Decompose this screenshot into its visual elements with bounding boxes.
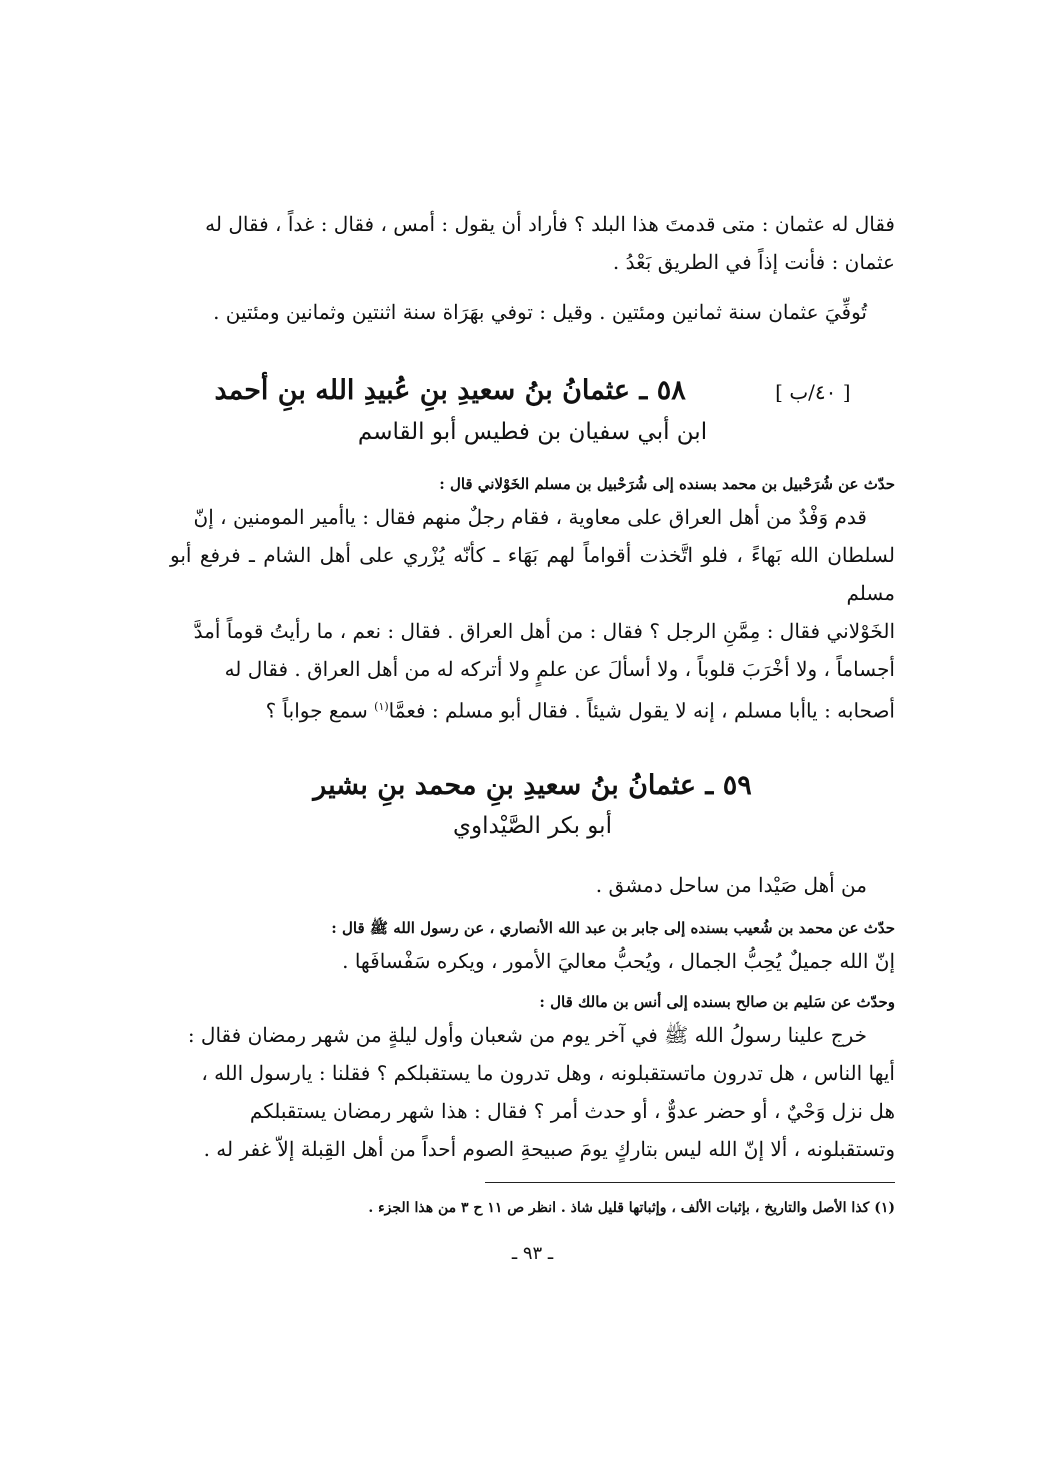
entry-59-isnad-1: حدّث عن محمد بن شُعيب بسنده إلى جابر بن عبد الله الأنصاري ، عن رسول الله ﷺ قال : <box>331 918 895 937</box>
entry-59-hadith-2-line-3: هل نزل وَحْيٌ ، أو حضر عدوٌّ ، أو حدث أمر ؟ فقال : هذا شهر رمضان يستقبلكم <box>249 1098 895 1123</box>
footnote-reference: (١) <box>374 700 389 713</box>
entry-59-subtitle: أبو بكر الصَّيْداوي <box>453 812 612 839</box>
page-number: ـ ٩٣ ـ <box>511 1242 554 1264</box>
footnote-divider <box>485 1182 895 1183</box>
intro-line-1: فقال له عثمان : متى قدمتَ هذا البلد ؟ فأراد أن يقول : أمس ، فقال : غداً ، فقال له <box>205 212 895 236</box>
footnote: (١) كذا الأصل والتاريخ ، بإثبات الألف ، وإثباتها قليل شاذ . انظر ص ١١ ح ٣ من هذا الجزء . <box>368 1199 895 1216</box>
entry-59-origin: من أهل صَيْدا من ساحل دمشق . <box>595 872 867 897</box>
entry-58-heading <box>170 369 895 414</box>
entry-58-isnad: حدّث عن شُرَحْبيل بن محمد بسنده إلى شُرَحْبيل بن مسلم الخَوْلاني قال : <box>439 475 895 493</box>
entry-58-text-5-end: سمع جواباً ؟ <box>265 698 375 723</box>
entry-58-text-3: الخَوْلاني فقال : مِمَّنِ الرجل ؟ فقال : من أهل العراق . فقال : نعم ، ما رأيتُ قوماً أمدَّ <box>193 619 895 643</box>
entry-58-text-2: لسلطان الله بَهاءً ، فلو اتَّخذت أقواماً لهم بَهَاء ـ كأنّه يُزْري على أهل الشام ـ فرفع أبو مسلم <box>170 543 895 605</box>
entry-59-isnad-2: وحدّث عن سَليم بن صالح بسنده إلى أنس بن مالك قال : <box>539 992 895 1011</box>
entry-59-title: ٥٩ ـ عثمانُ بنُ سعيدِ بنِ محمد بنِ بشير <box>313 769 752 801</box>
entry-58-text-1: قدم وَفْدٌ من أهل العراق على معاوية ، فقام رجلٌ منهم فقال : ياأمير المومنين ، إنّ <box>193 505 867 529</box>
entry-59-hadith-2-line-1: خرج علينا رسولُ الله ﷺ في آخر يوم من شعبان وأول ليلةٍ من شهر رمضان فقال : <box>187 1022 867 1047</box>
entry-59-hadith-2-line-4: وتستقبلونه ، ألا إنّ الله ليس بتاركٍ يومَ صبيحةِ الصوم أحداً من أهل القِبلة إلاّ غفر له . <box>203 1136 895 1161</box>
entry-59-hadith-1: إنّ الله جميلٌ يُحِبُّ الجمال ، ويُحبُّ معاليَ الأمور ، ويكره سَفْسافَها . <box>342 948 895 973</box>
page-content <box>170 205 895 1264</box>
intro-line-2: عثمان : فأنت إذاً في الطريق بَعْدُ . <box>612 250 895 274</box>
entry-58-title: ٥٨ ـ عثمانُ بنُ سعيدِ بنِ عُبيدِ الله بنِ أحمد <box>214 375 686 406</box>
entry-58-text-5 <box>170 688 895 730</box>
folio-marker: [ ٤٠/ب ] <box>775 380 851 404</box>
entry-59-hadith-2-line-2: أيها الناس ، هل تدرون ماتستقبلونه ، وهل تدرون ما يستقبلكم ؟ فقلنا : يارسول الله ، <box>201 1060 895 1085</box>
entry-58-text-4: أجساماً ، ولا أخْرَبَ قلوباً ، ولا أسألَ عن علمٍ ولا أتركه له من أهل العراق . فقال له <box>224 657 895 681</box>
intro-line-3: تُوفِّيَ عثمان سنة ثمانين ومئتين . وقيل : توفي بهَرَاة سنة اثنتين وثمانين ومئتين . <box>213 300 867 324</box>
entry-58-subtitle: ابن أبي سفيان بن فطيس أبو القاسم <box>357 419 708 445</box>
entry-58-text-5-main: أصحابه : ياأبا مسلم ، إنه لا يقول شيئاً . فقال أبو مسلم : فعمَّا <box>388 698 895 723</box>
